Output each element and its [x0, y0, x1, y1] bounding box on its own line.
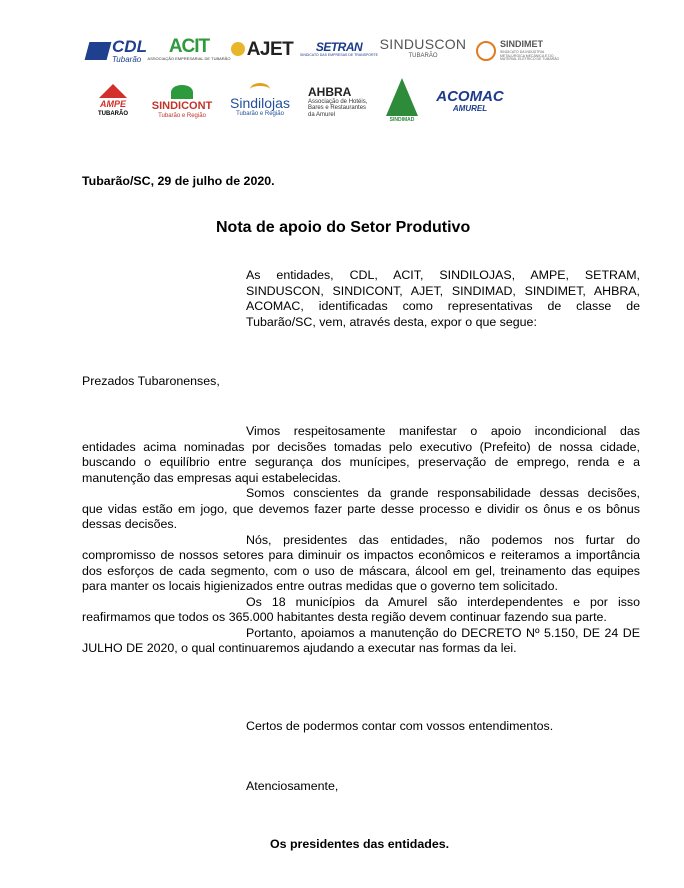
- sinduscon-logo: [378, 34, 468, 62]
- body-line: manutenção das empresas aqui estabelecidas.: [82, 470, 341, 485]
- acomac-logo-subtext: AMUREL: [452, 104, 488, 113]
- sindicont-mark: [171, 85, 193, 99]
- body-line: dos esforços de cada segmento, com o uso de máscara, álcool em gel, treinamento das equipes: [82, 563, 640, 578]
- sindicont-logo-subtext: Tubarão e Região: [158, 113, 206, 119]
- sindimad-logo-text: SINDIMAD: [389, 116, 415, 123]
- sindilojas-logo: [220, 78, 300, 122]
- greeting: Prezados Tubaronenses,: [82, 374, 220, 388]
- intro-line: SINDUSCON, SINDICONT, AJET, SINDIMAD, SINDIMET, AHBRA,: [246, 283, 640, 298]
- tree-icon: [386, 78, 418, 116]
- sindimet-logo-subtext: SINDICATO DA INDÚSTRIA METALÚRGICA MECÂNICA E DO MATERIAL ELÉTRICO DE TUBARÃO: [500, 49, 560, 62]
- body-line: entidades acima nominadas por decisões tomadas pelo executivo (Prefeito) de nossa cidade,: [82, 439, 640, 454]
- sindimad-logo: [382, 74, 422, 126]
- ampe-mark: [99, 84, 127, 98]
- gear-icon: [476, 41, 496, 61]
- page-title: Nota de apoio do Setor Produtivo: [216, 219, 471, 236]
- body-line: JULHO DE 2020, o qual continuaremos ajudando a executar nas formas da lei.: [82, 641, 517, 655]
- ampe-logo-subtext: TUBARÃO: [98, 110, 128, 117]
- sindilojas-logo-text: Sindilojas: [230, 95, 290, 111]
- ahbra-logo: [308, 80, 378, 124]
- body-line: que vidas estão em jogo, que devemos fazer parte desse processo e dividir os ônus e os bônus: [82, 501, 640, 516]
- body-line: Vimos respeitosamente manifestar o apoio incondicional das: [246, 424, 640, 438]
- intro-line: As entidades, CDL, ACIT, SINDILOJAS, AMPE, SETRAM,: [246, 268, 640, 282]
- ajet-logo-text: AJET: [246, 38, 294, 60]
- body-text: [82, 424, 640, 657]
- cdl-logo: [82, 36, 152, 66]
- setran-logo-subtext: SINDICATO DAS EMPRESAS DE TRANSPORTE: [300, 52, 378, 57]
- ampe-logo-text: AMPE: [99, 98, 126, 109]
- intro-paragraph: [246, 268, 640, 330]
- ajet-logo: [226, 36, 298, 62]
- body-line: reafirmamos que todos os 365.000 habitantes desta região devem continuar fazendo sua parte.: [82, 610, 607, 624]
- cdl-logo-text: CDL: [112, 37, 147, 56]
- acit-logo: [147, 34, 231, 64]
- cdl-logo-subtext: Tubarão: [112, 55, 142, 64]
- body-line: para manter os locais higienizados entre outras medidas que o governo tem solicitado.: [82, 579, 558, 593]
- cdl-mark: [85, 42, 112, 60]
- date-line: Tubarão/SC, 29 de julho de 2020.: [82, 174, 275, 188]
- sindilojas-logo-subtext: Tubarão e Região: [236, 111, 284, 117]
- closing-greeting: Atenciosamente,: [246, 779, 339, 793]
- sindicont-logo: [148, 80, 216, 124]
- acit-logo-subtext: ASSOCIAÇÃO EMPRESARIAL DE TUBARÃO: [147, 56, 231, 61]
- sindimet-logo-text: SINDIMET: [500, 38, 544, 49]
- acomac-logo-text: ACOMAC: [436, 88, 504, 105]
- ajet-mark: [231, 42, 245, 56]
- sinduscon-logo-text: SINDUSCON: [379, 36, 467, 52]
- sindimet-logo: [476, 34, 572, 68]
- signature: Os presidentes das entidades.: [270, 837, 450, 851]
- body-line: compromisso de nossos setores para diminuir os impactos econômicos e reiteramos a importância: [82, 548, 640, 562]
- body-line: buscando o equilíbrio entre segurança dos munícipes, preservação de emprego, renda e a: [82, 455, 640, 469]
- body-line: Portanto, apoiamos a manutenção do DECRETO Nº 5.150, DE 24 DE: [246, 625, 640, 640]
- acomac-logo: [430, 84, 510, 118]
- intro-line: Tubarão/SC, vem, através desta, expor o que segue:: [246, 314, 537, 329]
- sindicont-logo-text: SINDICONT: [151, 100, 213, 112]
- sinduscon-logo-subtext: TUBARÃO: [408, 53, 438, 59]
- ampe-logo: [84, 74, 142, 126]
- setran-logo-text: SETRAN: [315, 39, 363, 54]
- ahbra-logo-text: AHBRA: [308, 85, 352, 100]
- intro-line: ACOMAC, identificadas como representativas de classe de: [246, 299, 640, 313]
- ahbra-logo-subtext: Associação de Hotéis, Bares e Restaurantes da Amurel: [308, 99, 368, 118]
- logo-banner: [80, 30, 580, 130]
- closing-line: Certos de podermos contar com vossos entendimentos.: [246, 719, 554, 733]
- body-line: dessas decisões.: [82, 517, 178, 531]
- body-line: Nós, presidentes das entidades, não podemos nos furtar do: [246, 532, 640, 547]
- body-line: Somos conscientes da grande responsabilidade dessas decisões,: [246, 486, 640, 500]
- acit-logo-text: ACIT: [168, 36, 210, 57]
- setran-logo: [302, 36, 376, 62]
- body-line: Os 18 municípios da Amurel são interdependentes e por isso: [246, 594, 640, 609]
